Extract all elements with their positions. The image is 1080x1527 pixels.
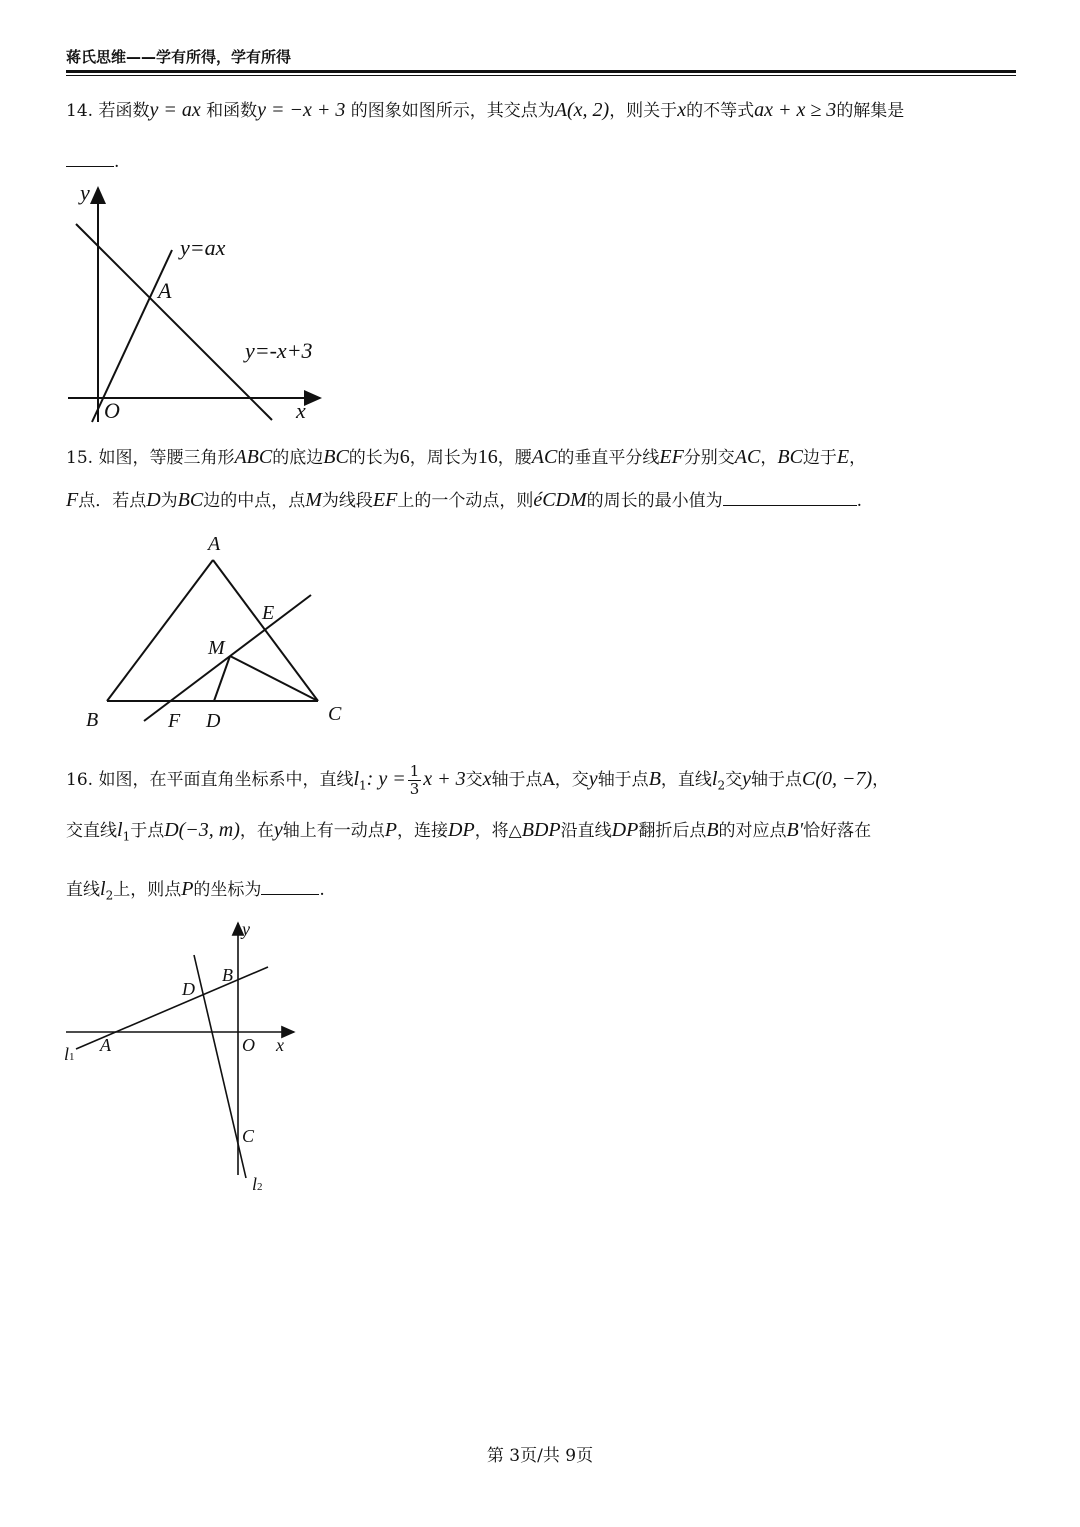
q15-math: AC [531,446,558,468]
q16-label-l2 [252,1174,263,1194]
q16-label-l2-sub: 2 [257,1181,263,1193]
q14-func2: y = −x + 3 [257,99,346,121]
q16-label-l1-main: l [64,1044,70,1064]
q16-text: ，在 [239,821,274,841]
q16-text: ，连接 [397,821,449,841]
q15-text: 的底边 [272,448,324,468]
header-rule-thick [66,70,1016,73]
q16-line1 [66,763,889,798]
q15-label-e: E [262,602,275,624]
q15-math: M [305,489,322,511]
q16-math: B [706,819,719,841]
q16-math: x + 3 [423,768,466,790]
q14-label-o: O [104,398,120,423]
q16-math: P [181,878,194,900]
page-footer: 第 3页/共 9页 [486,1446,594,1466]
q16-label-a: A [100,1035,111,1055]
q15-text: 为 [160,491,178,511]
q14-text: 的图象如图所示，其交点为 [350,101,555,121]
q15-math: EF [659,446,684,468]
q16-math: DP [611,819,639,841]
q16-text: 翻折后点 [638,821,707,841]
q15-text: ，周长为 [409,448,478,468]
q15-math: F [66,489,79,511]
q14-inequality: ax + x ≥ 3 [754,99,837,121]
q16-label-b: B [222,965,233,985]
q15-math: 6 [399,446,410,468]
q16-text: 于点 [130,821,165,841]
q15-text: 为线段 [321,491,373,511]
header-rule-thin [66,75,1016,76]
q16-math-sub: 2 [717,778,726,793]
q16-math-sub: 2 [105,888,114,903]
q16-math: y [273,819,283,841]
q16-label-o: O [242,1035,255,1055]
q16-label-d: D [182,979,195,999]
q14-number: 14. [66,101,94,121]
q16-text: 轴于点 [751,770,802,790]
q14-period: . [114,152,120,172]
q15-label-c: C [328,703,342,725]
q15-math: EF [372,489,398,511]
q14-text: 的解集是 [836,101,905,121]
q15-text: 的垂直平分线 [557,448,660,468]
q15-math: éCDM [533,489,587,511]
q14-func1: y = ax [149,99,201,121]
q16-label-y: y [242,919,250,939]
q15-period: . [856,491,863,511]
q16-math: l [353,768,360,790]
q16-figure [60,915,310,1200]
q15-math: BC [777,446,803,468]
q14-text: 的不等式 [686,101,755,121]
q14-var: x [677,99,687,121]
q15-text: 上的一个动点，则 [397,491,534,511]
q15-label-b: B [86,709,99,731]
q16-answer-blank [261,878,319,895]
q16-period: . [319,880,325,900]
q15-math: BC [177,489,204,511]
q15-label-d: D [206,710,221,732]
q14-figure [60,180,340,430]
q16-math: B [648,768,661,790]
q15-math: 16 [477,446,498,468]
q16-math: : y = [366,768,406,790]
q14-line-ax [92,250,172,422]
q16-text: 交 [465,770,483,790]
q16-math: B′ [786,819,804,841]
q16-number: 16. [66,770,94,790]
q15-line1 [66,443,866,469]
q16-text: 沿直线 [560,821,612,841]
q15-figure [80,530,360,735]
q15-text: ， [760,448,778,468]
q16-label-l2-main: l [252,1174,258,1194]
q15-text: 如图，等腰三角形 [98,448,235,468]
q14-label-l2: y=-x+3 [245,338,313,363]
q16-math: l [100,878,106,900]
q15-text: 边的中点，点 [203,491,306,511]
q15-answer-blank [723,489,857,506]
q16-text: 恰好落在 [803,821,872,841]
q16-text: 如图，在平面直角坐标系中，直线 [98,770,354,790]
q14-line-neg [76,224,272,420]
q14-label-l1: y=ax [180,235,226,260]
q15-seg-mc [230,656,318,701]
q16-text: ，将△ [474,821,522,841]
q16-text: 交直线 [66,821,117,841]
q15-math: E [836,446,850,468]
q15-text: 分别交 [683,448,735,468]
q15-text: 的长为 [348,448,400,468]
q14-point: A(x, 2) [554,99,610,121]
q16-text: 轴上有一动点 [282,821,385,841]
q15-math: AC [734,446,761,468]
q15-math: D [146,489,161,511]
q15-text: 边于 [802,448,837,468]
q16-math: D(−3, m) [164,819,240,841]
q14-answer-blank [66,150,114,167]
q16-line3 [66,875,325,902]
q15-math: BC [323,446,349,468]
q15-math: ABC [234,446,273,468]
q16-math: y [588,768,598,790]
q16-math: y [742,768,751,790]
q15-text: ， [849,448,867,468]
q15-line2 [66,486,862,512]
q16-label-x: x [276,1035,284,1055]
q14-label-y: y [80,180,90,205]
q16-math: x [482,768,492,790]
q16-label-c: C [242,1126,255,1146]
q16-math: l [711,768,718,790]
q15-text: 点．若点 [78,491,147,511]
q15-text: ，腰 [497,448,532,468]
q14-label-a: A [158,278,172,303]
q16-fraction [408,763,422,798]
q16-text: 轴于点 [491,770,543,790]
q16-math: DP [448,819,475,841]
q16-math-sub: 1 [359,778,367,793]
q16-line2 [66,816,871,843]
q15-text: 的周长的最小值为 [586,491,723,511]
page-header: 蒋氏思维——学有所得，学有所得 [66,48,292,66]
q16-frac-den: 3 [409,780,420,798]
q16-text: 交 [725,770,743,790]
q16-text: 直线 [66,880,100,900]
q16-math: A [542,770,555,790]
q14-label-x: x [296,398,306,423]
q14-line2 [66,150,119,172]
q16-math: C(0, −7) [802,768,873,790]
q16-label-l1-sub: 1 [69,1051,75,1063]
q16-text: ， [872,770,890,790]
q14-text: 若函数 [98,101,150,121]
q16-math: BDP [521,819,561,841]
q15-label-m: M [208,637,225,659]
q16-label-l1 [64,1044,75,1064]
q16-text: 上，则点 [113,880,182,900]
q16-frac-num: 1 [409,762,420,780]
q16-math: l [117,819,123,841]
q16-text: 轴于点 [597,770,649,790]
q16-text: 的坐标为 [193,880,262,900]
q15-label-f: F [168,710,181,732]
q16-math-sub: 1 [122,829,131,844]
q14-text: 和函数 [206,101,258,121]
q15-label-a: A [208,533,221,555]
q14-line1 [66,96,904,122]
q15-number: 15. [66,448,94,468]
q16-math: P [384,819,398,841]
q14-text: ，则关于 [609,101,678,121]
q16-text: 的对应点 [718,821,787,841]
q16-text: ，直线 [660,770,712,790]
q16-text: ，交 [554,770,589,790]
